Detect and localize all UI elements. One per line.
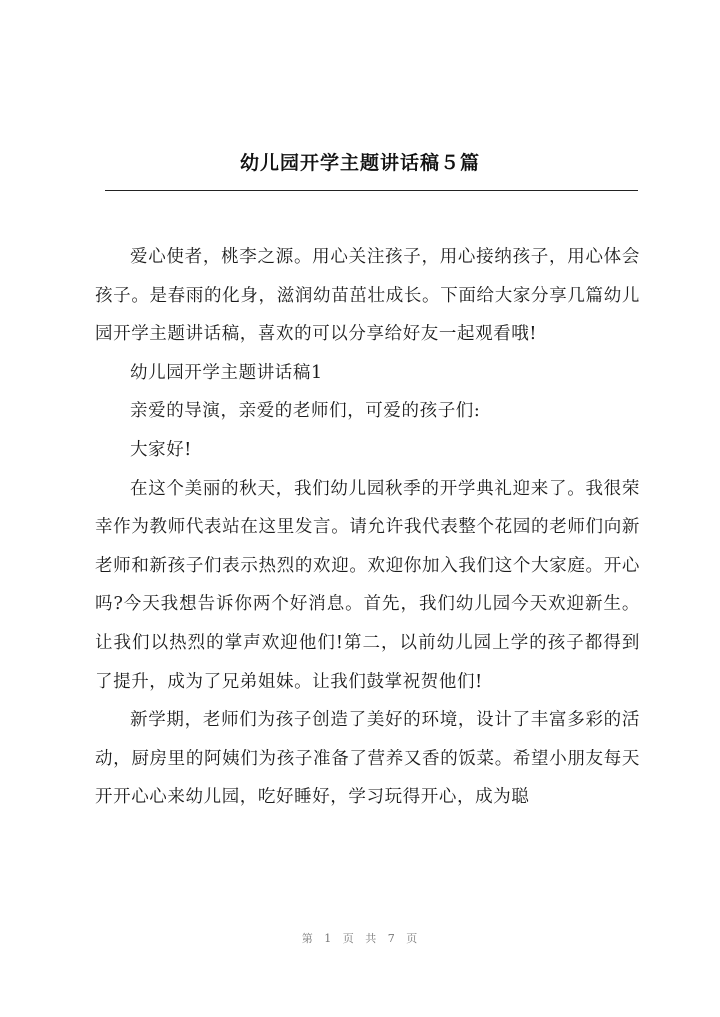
- document-body: [95, 238, 640, 817]
- title-divider: [105, 190, 638, 191]
- document-title: 幼儿园开学主题讲话稿５篇: [239, 152, 480, 174]
- paragraph-section-heading: 幼儿园开学主题讲话稿1: [130, 362, 323, 383]
- paragraph-salutation: 亲爱的导演，亲爱的老师们，可爱的孩子们:: [130, 401, 481, 422]
- paragraph-intro: 爱心使者，桃李之源。用心关注孩子，用心接纳孩子，用心体会孩子。是春雨的化身，滋润幼苗茁壮成长。下面给大家分享几篇幼儿园开学主题讲话稿，喜欢的可以分享给好友一起观看哦!: [95, 247, 640, 345]
- paragraph-greeting: 大家好!: [130, 439, 192, 460]
- paragraph-new-term: 新学期，老师们为孩子创造了美好的环境，设计了丰富多彩的活动，厨房里的阿姨们为孩子准备了营养又香的饭菜。希望小朋友每天开开心心来幼儿园，吃好睡好，学习玩得开心，成为聪: [95, 710, 640, 808]
- page-number-footer: 第 1 页 共 7 页: [301, 932, 419, 945]
- paragraph-welcome: 在这个美丽的秋天，我们幼儿园秋季的开学典礼迎来了。我很荣幸作为教师代表站在这里发言。请允许我代表整个花园的老师们向新老师和新孩子们表示热烈的欢迎。欢迎你加入我们这个大家庭。开心吗?今天我想告诉你两个好消息。首先，我们幼儿园今天欢迎新生。让我们以热烈的掌声欢迎他们!第二，以前幼儿园上学的孩子都得到了提升，成为了兄弟姐妹。让我们鼓掌祝贺他们!: [95, 478, 640, 692]
